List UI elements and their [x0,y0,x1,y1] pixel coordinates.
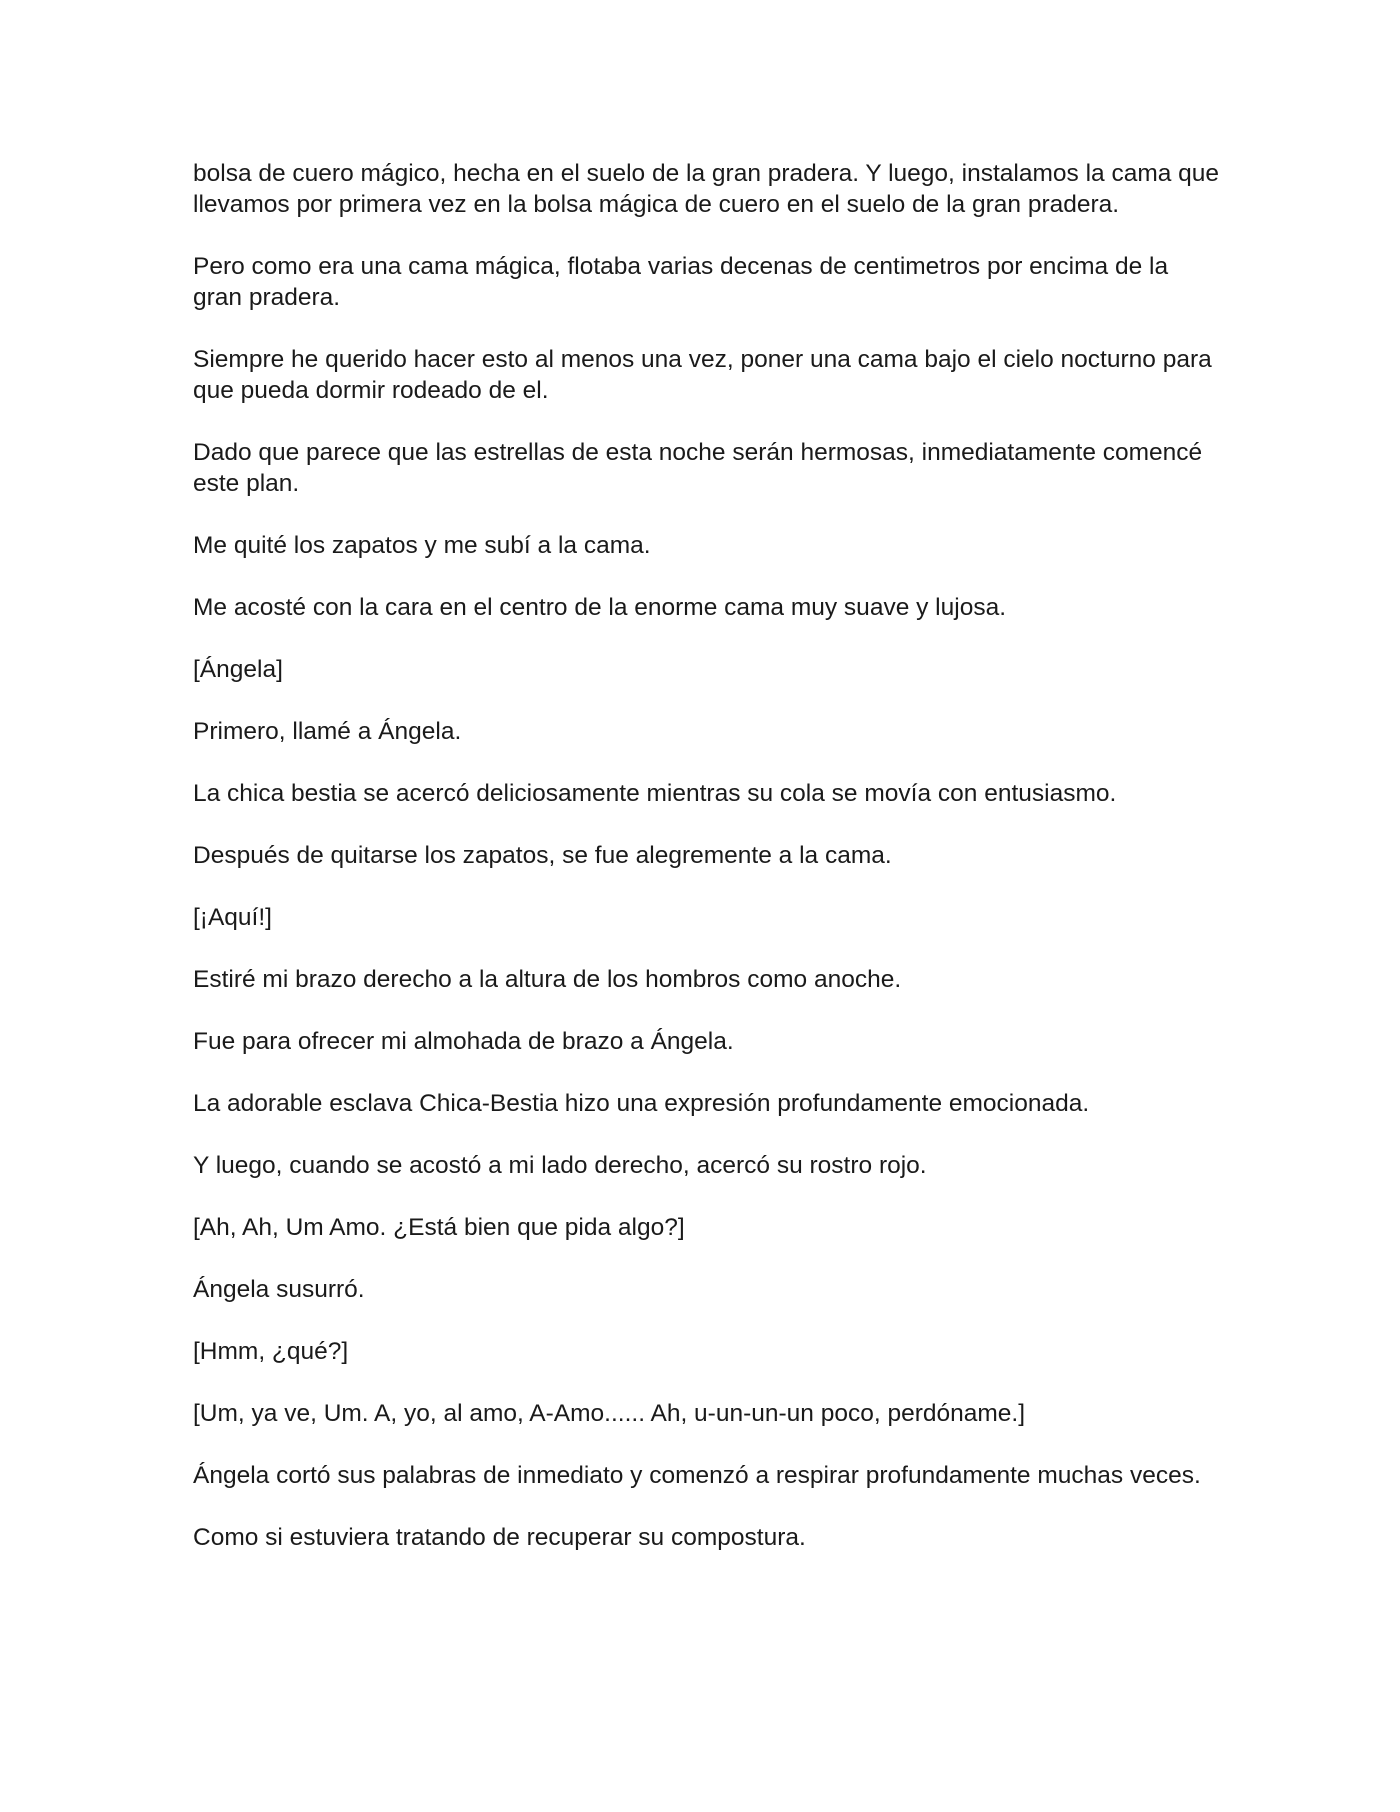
paragraph: Ángela susurró. [193,1276,365,1303]
page-body [193,158,1223,1584]
dialogue-line: [Ah, Ah, Um Amo. ¿Está bien que pida algo?] [193,1214,685,1241]
dialogue-line: [Um, ya ve, Um. A, yo, al amo, A-Amo...... Ah, u-un-un-un poco, perdóname.] [193,1400,1026,1427]
paragraph: Después de quitarse los zapatos, se fue alegremente a la cama. [193,842,892,869]
paragraph: Como si estuviera tratando de recuperar su compostura. [193,1524,806,1551]
paragraph: Estiré mi brazo derecho a la altura de los hombros como anoche. [193,966,902,993]
paragraph: Dado que parece que las estrellas de esta noche serán hermosas, inmediatamente comencé este plan. [193,439,1203,497]
paragraph: Primero, llamé a Ángela. [193,718,462,745]
dialogue-line: [Ángela] [193,656,283,683]
paragraph: Me acosté con la cara en el centro de la enorme cama muy suave y lujosa. [193,594,1006,621]
paragraph: Siempre he querido hacer esto al menos una vez, poner una cama bajo el cielo nocturno para que pueda dormir rodeado de el. [193,346,1212,404]
paragraph: bolsa de cuero mágico, hecha en el suelo de la gran pradera. Y luego, instalamos la cama que llevamos por primera vez en la bolsa mágica de cuero en el suelo de la gran pradera. [193,160,1220,218]
paragraph: Pero como era una cama mágica, flotaba varias decenas de centimetros por encima de la gran pradera. [193,253,1169,311]
paragraph: Fue para ofrecer mi almohada de brazo a Ángela. [193,1028,734,1055]
dialogue-line: [Hmm, ¿qué?] [193,1338,349,1365]
dialogue-line: [¡Aquí!] [193,904,272,931]
paragraph: Y luego, cuando se acostó a mi lado derecho, acercó su rostro rojo. [193,1152,927,1179]
paragraph: La adorable esclava Chica-Bestia hizo una expresión profundamente emocionada. [193,1090,1090,1117]
paragraph: Me quité los zapatos y me subí a la cama. [193,532,651,559]
paragraph: Ángela cortó sus palabras de inmediato y comenzó a respirar profundamente muchas veces. [193,1462,1201,1489]
paragraph: La chica bestia se acercó deliciosamente mientras su cola se movía con entusiasmo. [193,780,1117,807]
